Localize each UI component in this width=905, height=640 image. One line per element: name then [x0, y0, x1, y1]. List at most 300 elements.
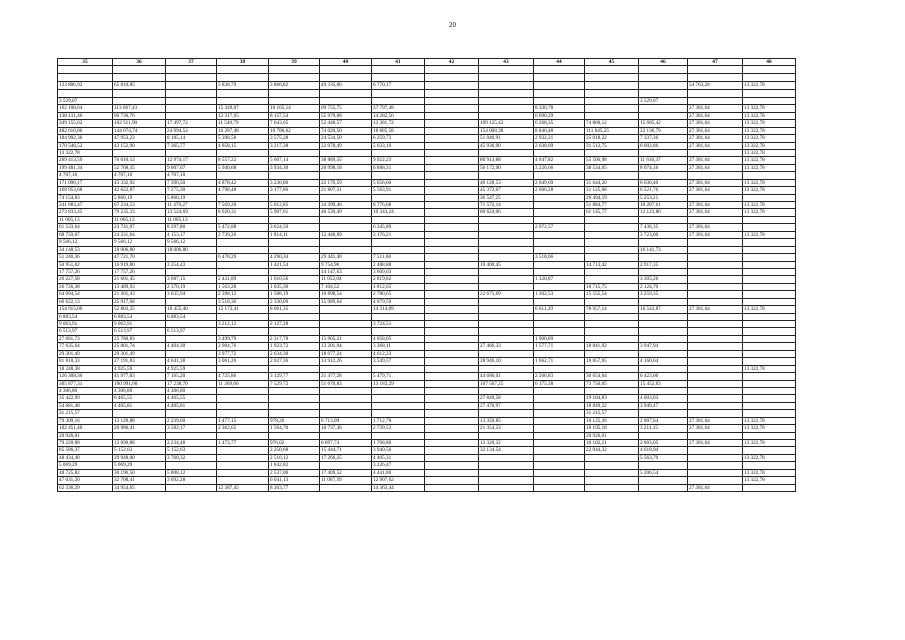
- table-cell: 13 320,32: [479, 440, 534, 447]
- table-cell: [585, 321, 639, 328]
- table-cell: [269, 387, 320, 394]
- table-cell: [372, 410, 425, 417]
- table-cell: 14 314,09: [372, 306, 425, 313]
- table-cell: [688, 469, 743, 476]
- table-cell: 47 031,20: [58, 477, 113, 484]
- table-cell: 1 708,86: [372, 440, 425, 447]
- table-cell: 4 612,23: [372, 350, 425, 357]
- table-cell: [113, 432, 166, 439]
- table-cell: [688, 239, 743, 246]
- table-cell: [479, 149, 534, 156]
- table-cell: [585, 469, 639, 476]
- table-cell: [585, 365, 639, 372]
- column-header: 40: [320, 59, 372, 66]
- table-cell: 13 322,78: [743, 209, 796, 216]
- column-header: 48: [743, 59, 796, 66]
- column-header: 35: [58, 59, 113, 66]
- table-cell: [743, 321, 796, 328]
- table-cell: [166, 66, 217, 74]
- table-cell: [425, 425, 479, 432]
- table-cell: 7 275,30: [166, 187, 217, 194]
- table-cell: 13 322,78: [743, 417, 796, 424]
- table-cell: 13 322,78: [743, 120, 796, 127]
- table-cell: 12 123,86: [639, 209, 688, 216]
- column-header: 36: [113, 59, 166, 66]
- table-cell: 3 635,94: [166, 291, 217, 298]
- table-cell: [217, 328, 269, 335]
- table-cell: [639, 112, 688, 119]
- table-cell: [269, 66, 320, 74]
- table-cell: 28 946,10: [479, 358, 534, 365]
- table-cell: 81 818,33: [58, 358, 113, 365]
- table-cell: 31 125,68: [585, 187, 639, 194]
- table-row: [58, 432, 796, 439]
- table-cell: [425, 149, 479, 156]
- table-cell: [269, 246, 320, 253]
- table-cell: [320, 172, 372, 179]
- table-cell: 51 046,91: [479, 135, 534, 142]
- table-cell: [320, 402, 372, 409]
- table-cell: 8 297,80: [166, 224, 217, 231]
- table-cell: 22 136,79: [639, 127, 688, 134]
- column-header: 47: [688, 59, 743, 66]
- table-cell: [639, 89, 688, 97]
- table-cell: 22 078,49: [320, 142, 372, 149]
- table-cell: [269, 365, 320, 372]
- table-cell: 52 448,57: [320, 120, 372, 127]
- table-cell: 13 322,78: [743, 112, 796, 119]
- table-cell: 38 889,35: [320, 157, 372, 164]
- table-cell: [372, 365, 425, 372]
- table-cell: 47 953,23: [113, 135, 166, 142]
- table-cell: 11 052,04: [320, 276, 372, 283]
- table-row: [58, 417, 796, 424]
- table-cell: [743, 261, 796, 268]
- table-cell: [585, 82, 639, 89]
- table-cell: [688, 432, 743, 439]
- table-cell: 35 018,22: [585, 135, 639, 142]
- table-cell: [372, 74, 425, 82]
- table-cell: 7 511,68: [372, 254, 425, 261]
- table-cell: 17 266,25: [320, 454, 372, 461]
- table-cell: [425, 157, 479, 164]
- table-cell: 10 786,62: [269, 127, 320, 134]
- table-cell: [425, 454, 479, 461]
- table-cell: 3 609,63: [372, 268, 425, 275]
- table-cell: 4 618,94: [639, 447, 688, 454]
- table-cell: 100 991,60: [113, 380, 166, 387]
- table-cell: [479, 298, 534, 305]
- table-cell: [743, 254, 796, 261]
- table-cell: 2 124,70: [639, 283, 688, 290]
- table-cell: 4 404,30: [166, 343, 217, 350]
- table-row: [58, 187, 796, 194]
- table-cell: [688, 447, 743, 454]
- table-cell: 2 003,05: [639, 440, 688, 447]
- table-cell: 6 465,55: [113, 395, 166, 402]
- table-cell: [743, 432, 796, 439]
- table-cell: 4 290,34: [269, 254, 320, 261]
- table-cell: 5 479,71: [372, 373, 425, 380]
- table-cell: 24 534,50: [320, 135, 372, 142]
- table-cell: 113 667,43: [113, 105, 166, 112]
- table-cell: 5 940,68: [217, 164, 269, 171]
- table-cell: [479, 328, 534, 335]
- table-cell: 199 481,34: [58, 164, 113, 171]
- table-cell: [425, 74, 479, 82]
- table-cell: 6 602,86: [639, 142, 688, 149]
- table-cell: [320, 89, 372, 97]
- table-cell: 1 812,65: [372, 283, 425, 290]
- table-cell: 50 951,02: [58, 261, 113, 268]
- table-cell: 56 172,90: [479, 164, 534, 171]
- table-cell: [639, 82, 688, 89]
- table-cell: [688, 149, 743, 156]
- table-cell: [166, 268, 217, 275]
- table-cell: 3 368,11: [372, 343, 425, 350]
- table-cell: 5 012,85: [269, 202, 320, 209]
- table-cell: 241 683,47: [58, 202, 113, 209]
- table-cell: [58, 89, 113, 97]
- table-cell: 3 129,77: [269, 373, 320, 380]
- table-cell: [425, 120, 479, 127]
- table-cell: 2 649,69: [534, 179, 585, 186]
- table-cell: 6 883,54: [166, 313, 217, 320]
- table-cell: [425, 365, 479, 372]
- table-cell: 18 455,40: [166, 306, 217, 313]
- table-cell: [113, 74, 166, 82]
- table-cell: 6 888,31: [372, 164, 425, 171]
- table-cell: [534, 432, 585, 439]
- table-cell: 5 563,70: [639, 454, 688, 461]
- table-cell: 27 381,64: [688, 105, 743, 112]
- table-cell: 8 061,35: [269, 306, 320, 313]
- table-cell: [743, 328, 796, 335]
- table-cell: [743, 194, 796, 201]
- table-cell: [639, 335, 688, 342]
- table-cell: [372, 313, 425, 320]
- table-cell: 20 926,01: [585, 432, 639, 439]
- table-cell: 25 917,68: [113, 298, 166, 305]
- table-cell: 133 806,92: [58, 82, 113, 89]
- table-cell: [479, 335, 534, 342]
- table-cell: 2 537,00: [269, 469, 320, 476]
- table-cell: [585, 454, 639, 461]
- table-cell: 1 563,28: [217, 283, 269, 290]
- table-cell: 3 723,00: [639, 231, 688, 238]
- table-cell: 2 638,69: [534, 142, 585, 149]
- table-row: [58, 164, 796, 171]
- table-row: [58, 425, 796, 432]
- table-cell: [743, 216, 796, 223]
- table-cell: 32 134,54: [479, 447, 534, 454]
- table-cell: 51 884,77: [585, 202, 639, 209]
- table-cell: 27 381,64: [688, 440, 743, 447]
- table-cell: 1 662,71: [534, 358, 585, 365]
- table-cell: 3 866,82: [269, 82, 320, 89]
- table-cell: [269, 89, 320, 97]
- table-cell: 10 715,75: [585, 283, 639, 290]
- table-cell: [688, 283, 743, 290]
- table-cell: [639, 74, 688, 82]
- table-cell: 49 335,06: [320, 82, 372, 89]
- table-cell: [217, 261, 269, 268]
- table-cell: [425, 291, 479, 298]
- table-cell: 4 160,64: [639, 358, 688, 365]
- table-cell: [479, 387, 534, 394]
- table-cell: 18 841,92: [585, 343, 639, 350]
- table-cell: 978,26: [269, 417, 320, 424]
- table-cell: 19 857,05: [585, 358, 639, 365]
- table-cell: [372, 97, 425, 104]
- table-cell: 2 239,60: [166, 417, 217, 424]
- table-cell: 13 322,78: [743, 306, 796, 313]
- table-cell: 18 077,24: [320, 350, 372, 357]
- table-cell: 11 005,13: [113, 216, 166, 223]
- table-cell: [425, 306, 479, 313]
- table-cell: [743, 283, 796, 290]
- table-cell: [639, 239, 688, 246]
- table-cell: 22 675,69: [479, 291, 534, 298]
- table-row: [58, 447, 796, 454]
- table-cell: 5 860,19: [166, 194, 217, 201]
- table-cell: [217, 395, 269, 402]
- table-row: [58, 484, 796, 491]
- table-cell: 18 849,22: [585, 402, 639, 409]
- table-cell: 62 336,29: [58, 484, 113, 491]
- table-cell: 273 833,45: [58, 209, 113, 216]
- table-cell: [479, 105, 534, 112]
- table-cell: [217, 268, 269, 275]
- table-cell: [425, 97, 479, 104]
- table-cell: 48 725,82: [58, 469, 113, 476]
- table-row: [58, 149, 796, 156]
- table-row: [58, 127, 796, 134]
- table-row: [58, 194, 796, 201]
- table-cell: [534, 216, 585, 223]
- table-cell: 3 305,26: [639, 276, 688, 283]
- table-cell: 2 516,12: [269, 454, 320, 461]
- table-cell: [639, 172, 688, 179]
- table-cell: 10 102,21: [585, 440, 639, 447]
- table-cell: 8 557,22: [217, 157, 269, 164]
- table-cell: 27 849,58: [479, 395, 534, 402]
- table-cell: 3 226,47: [372, 462, 425, 469]
- table-cell: [585, 239, 639, 246]
- table-cell: 1 473,77: [217, 440, 269, 447]
- table-cell: [425, 172, 479, 179]
- table-cell: [688, 373, 743, 380]
- table-body: [58, 66, 796, 492]
- table-cell: [585, 74, 639, 82]
- table-cell: [534, 82, 585, 89]
- table-cell: 27 381,64: [688, 120, 743, 127]
- table-cell: [639, 298, 688, 305]
- table-cell: 3 499,79: [217, 335, 269, 342]
- table-cell: 11 476,27: [166, 202, 217, 209]
- table-cell: 16 195,18: [585, 425, 639, 432]
- table-cell: [217, 239, 269, 246]
- table-cell: [372, 246, 425, 253]
- column-header: 42: [425, 59, 479, 66]
- table-cell: 40 539,49: [320, 209, 372, 216]
- table-cell: [425, 387, 479, 394]
- table-cell: [639, 268, 688, 275]
- table-cell: 5 633,10: [372, 142, 425, 149]
- table-cell: [425, 142, 479, 149]
- table-row: [58, 239, 796, 246]
- table-cell: [534, 283, 585, 290]
- table-cell: 4 641,38: [166, 358, 217, 365]
- table-cell: 6 041,13: [269, 477, 320, 484]
- table-cell: 79 309,16: [58, 417, 113, 424]
- table-cell: [688, 291, 743, 298]
- table-cell: [217, 365, 269, 372]
- table-cell: 13 322,78: [743, 164, 796, 171]
- table-cell: 13 322,78: [743, 231, 796, 238]
- table-cell: 1 577,71: [534, 343, 585, 350]
- table-cell: 6 713,09: [320, 417, 372, 424]
- table-cell: 13 322,78: [743, 425, 796, 432]
- table-cell: [534, 268, 585, 275]
- table-cell: 51 240,36: [58, 254, 113, 261]
- table-cell: 8 185,14: [166, 135, 217, 142]
- table-cell: 43 152,90: [113, 142, 166, 149]
- table-cell: 9 007,07: [166, 164, 217, 171]
- table-cell: [166, 410, 217, 417]
- table-cell: [688, 387, 743, 394]
- table-row: [58, 283, 796, 290]
- table-cell: [425, 112, 479, 119]
- table-cell: 20 926,01: [58, 432, 113, 439]
- table-cell: [320, 239, 372, 246]
- table-cell: [425, 410, 479, 417]
- table-cell: 5 838,79: [217, 82, 269, 89]
- table-cell: 27 381,64: [688, 112, 743, 119]
- table-cell: 29 301,49: [113, 350, 166, 357]
- table-cell: [534, 246, 585, 253]
- table-cell: [217, 402, 269, 409]
- table-cell: [688, 454, 743, 461]
- table-cell: 11 540,79: [217, 120, 269, 127]
- table-cell: [425, 328, 479, 335]
- table-cell: [639, 216, 688, 223]
- table-cell: [743, 291, 796, 298]
- table-cell: 3 940,56: [372, 447, 425, 454]
- table-cell: 44 686,01: [479, 373, 534, 380]
- table-cell: 6 478,29: [217, 254, 269, 261]
- table-cell: 6 513,97: [166, 328, 217, 335]
- table-cell: 12 317,65: [217, 112, 269, 119]
- table-cell: 3 212,12: [217, 321, 269, 328]
- table-cell: 7 438,35: [639, 224, 688, 231]
- table-cell: 55 506,98: [585, 157, 639, 164]
- table-cell: 19 400,45: [479, 261, 534, 268]
- table-cell: 2 739,26: [217, 231, 269, 238]
- table-cell: [372, 402, 425, 409]
- table-cell: 4 441,86: [372, 469, 425, 476]
- table-cell: [320, 432, 372, 439]
- table-cell: 31 215,57: [585, 410, 639, 417]
- table-cell: [534, 402, 585, 409]
- table-cell: [639, 313, 688, 320]
- table-row: [58, 105, 796, 112]
- table-cell: 2 904,76: [217, 343, 269, 350]
- table-cell: [639, 484, 688, 491]
- table-cell: 7 396,50: [166, 179, 217, 186]
- table-cell: 102 451,40: [58, 425, 113, 432]
- table-cell: [372, 432, 425, 439]
- table-cell: 6 611,39: [534, 306, 585, 313]
- table-cell: 46 128,53: [479, 179, 534, 186]
- table-cell: 3 624,50: [269, 224, 320, 231]
- table-cell: [479, 254, 534, 261]
- table-cell: [688, 395, 743, 402]
- table-cell: [479, 239, 534, 246]
- table-cell: 21 807,31: [320, 187, 372, 194]
- table-cell: [372, 328, 425, 335]
- table-cell: [743, 373, 796, 380]
- table-cell: [217, 74, 269, 82]
- table-cell: 170 548,52: [58, 142, 113, 149]
- table-cell: [217, 66, 269, 74]
- table-cell: [269, 239, 320, 246]
- table-cell: [688, 313, 743, 320]
- table-cell: [688, 402, 743, 409]
- table-cell: [166, 350, 217, 357]
- data-table: [57, 58, 796, 492]
- table-cell: [113, 97, 166, 104]
- table-cell: 17 757,26: [113, 268, 166, 275]
- table-cell: 3 692,28: [166, 477, 217, 484]
- column-header: 37: [166, 59, 217, 66]
- table-cell: [217, 469, 269, 476]
- table-cell: [479, 306, 534, 313]
- table-cell: [217, 172, 269, 179]
- table-cell: [166, 484, 217, 491]
- table-cell: 73 750,05: [585, 380, 639, 387]
- header-row: [58, 59, 796, 66]
- table-cell: 1 421,54: [269, 261, 320, 268]
- table-cell: 24 331,64: [113, 231, 166, 238]
- table-cell: [425, 82, 479, 89]
- table-cell: [479, 313, 534, 320]
- table-cell: 4 306,80: [58, 387, 113, 394]
- table-row: [58, 209, 796, 216]
- table-cell: 17 409,52: [320, 469, 372, 476]
- table-cell: [320, 97, 372, 104]
- table-cell: [688, 365, 743, 372]
- table-cell: [534, 328, 585, 335]
- table-cell: [425, 335, 479, 342]
- table-cell: 15 905,21: [320, 335, 372, 342]
- table-cell: 8 846,48: [534, 127, 585, 134]
- table-row: [58, 157, 796, 164]
- table-cell: [113, 89, 166, 97]
- table-cell: 7 337,36: [639, 135, 688, 142]
- table-cell: [320, 328, 372, 335]
- table-cell: 13 090,88: [113, 440, 166, 447]
- table-cell: 74 020,50: [320, 127, 372, 134]
- table-cell: [639, 410, 688, 417]
- table-cell: [479, 97, 534, 104]
- table-cell: [585, 350, 639, 357]
- table-cell: [585, 328, 639, 335]
- table-cell: 6 883,54: [113, 313, 166, 320]
- table-cell: [688, 350, 743, 357]
- table-cell: [585, 97, 639, 104]
- table-cell: 71 572,14: [479, 202, 534, 209]
